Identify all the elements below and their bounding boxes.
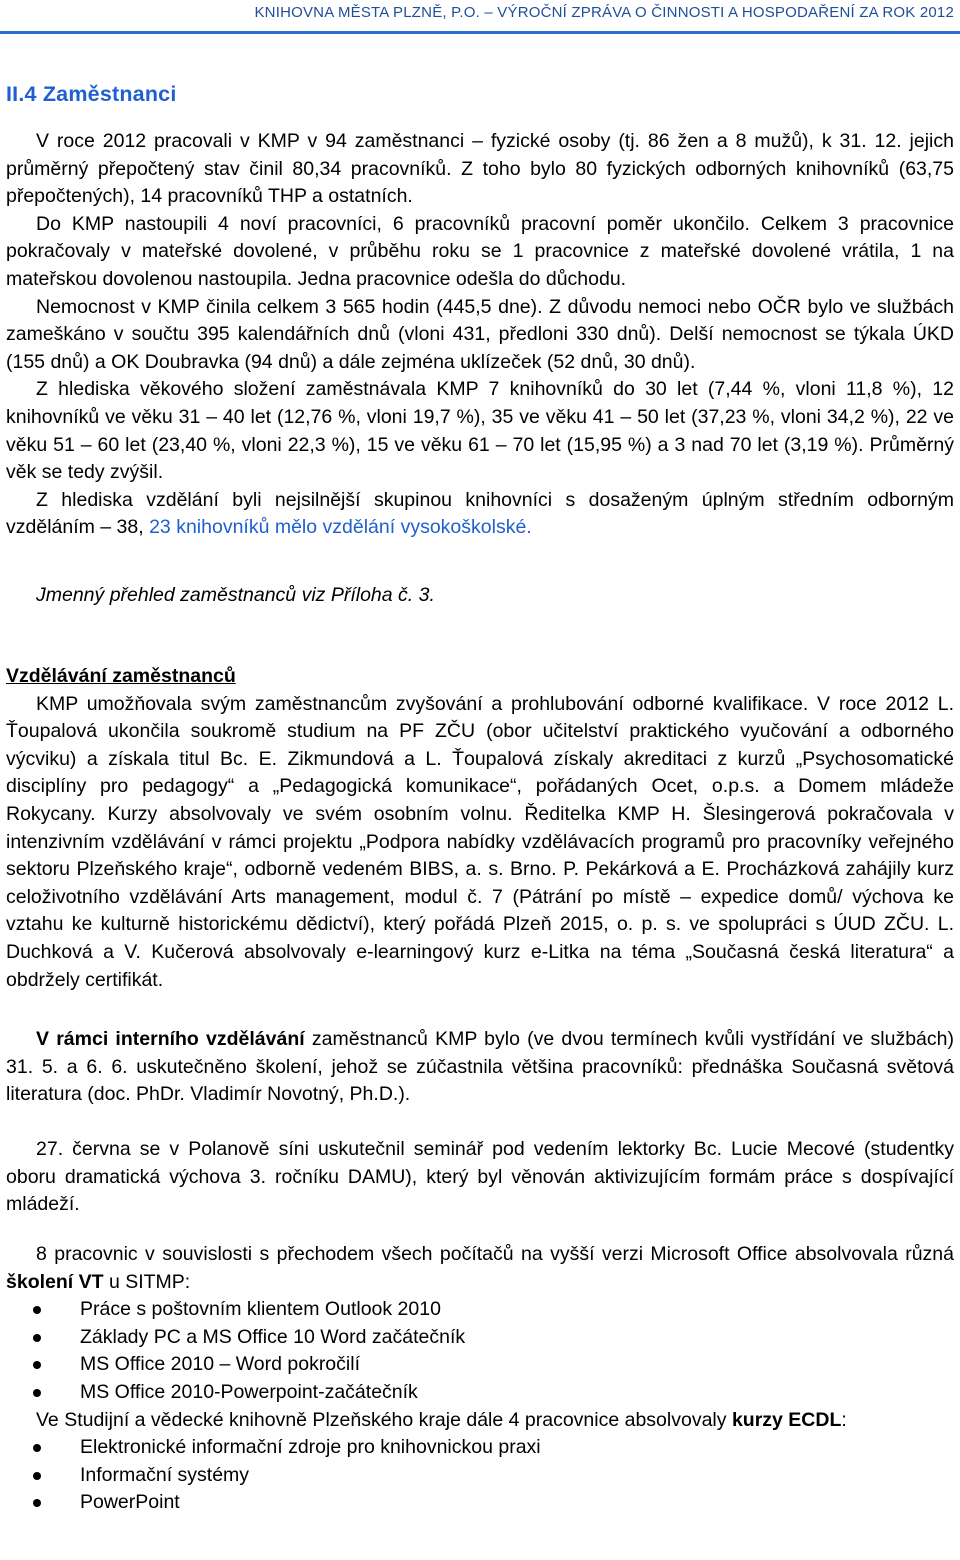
- internal-training-bold: V rámci interního vzdělávání: [36, 1028, 305, 1050]
- paragraph-staff-changes: Do KMP nastoupili 4 noví pracovníci, 6 pracovníků pracovní poměr ukončilo. Celkem 3 pracovnice pokračovaly v mateřské dovolené, v průběhu roku se 1 pracovnice z mateřské dovolené vrátila, 1 na mateřskou dovolenou nastoupila. Jedna pracovnice odešla do důchodu.: [6, 212, 954, 290]
- ecdl-course-list: [6, 1434, 954, 1517]
- paragraph-qualification: KMP umožňovala svým zaměstnancům zvyšování a prohlubování odborné kvalifikace. V roce 2012 L. Ťoupalová ukončila soukromě studium na PF ZČU (obor učitelství praktického vyučování a odborného výcviku) a získala titul Bc. E. Zikmundová a L. Ťoupalová získaly akreditaci z kurzů „Psychosomatické disciplíny pro pedagogy“ a „Pedagogická komunikace“, pořádaných Ocet, o.p.s. a Domem mládeže Rokycany. Kurzy absolvovaly ve svém osobním volnu. Ředitelka KMP H. Šlesingerová pokračovala v intenzivním vzdělávání v rámci projektu „Podpora nabídky vzdělávacích programů pro pracovníky veřejného sektoru Plzeňského kraje“, odborně vedeném BIBS, a. s. Brno. P. Pekárková a E. Procházková zahájily kurz celoživotního vzdělávání Arts management, modul č. 7 (Pátrání po místě – expedice domů/ výchova ke vztahu ke kulturně historickému dědictví), který pořádá Plzeň 2015, o. p. s. ve spolupráci s ÚUD ZČU. L. Duchková a V. Kučerová absolvovaly e-learningový kurz e-Litka na téma „Současná česká literatura“ a obdržely certifikát.: [6, 692, 954, 991]
- education-text-b: 23 knihovníků mělo vzdělání vysokoškolské.: [143, 516, 532, 539]
- list-item: Práce s poštovním klientem Outlook 2010: [6, 1296, 954, 1324]
- list-item: Informační systémy: [6, 1462, 954, 1490]
- header-rule: [0, 31, 960, 34]
- list-item: Elektronické informační zdroje pro knihovnickou praxi: [6, 1434, 954, 1462]
- paragraph-age-structure: Z hlediska věkového složení zaměstnávala KMP 7 knihovníků do 30 let (7,44 %, vloni 11,8 %), 12 knihovníků ve věku 31 – 40 let (12,76 %, vloni 19,7 %), 35 ve věku 41 – 50 let (37,23 %, vloni 34,2 %), 22 ve věku 51 – 60 let (23,40 %, vloni 22,3 %), 15 ve věku 61 – 70 let (15,95 %) a 3 nad 70 let (3,19 %). Průměrný věk se tedy zvýšil.: [6, 378, 954, 484]
- list-item: Základy PC a MS Office 10 Word začátečník: [6, 1324, 954, 1352]
- paragraph-education: [6, 487, 954, 542]
- running-header: KNIHOVNA MĚSTA PLZNĚ, P.O. – VÝROČNÍ ZPRÁVA O ČINNOSTI A HOSPODAŘENÍ ZA ROK 2012: [254, 4, 954, 21]
- paragraph-seminar: 27. června se v Polanově síni uskutečnil seminář pod vedením lektorky Bc. Lucie Mecové (studentky oboru dramatická výchova 3. ročníku DAMU), který byl věnován aktivizujícím formám práce s dospívající mládeží.: [6, 1138, 954, 1216]
- education-text-a: Z hlediska vzdělání byli nejsilnější skupinou knihovníci s dosaženým úplným středním odborným vzděláním – 38,: [6, 488, 954, 539]
- ecdl-bold: kurzy ECDL: [731, 1408, 842, 1431]
- list-item: PowerPoint: [6, 1489, 954, 1517]
- paragraph-it-training: [6, 1241, 954, 1296]
- ecdl-start: Ve Studijní a vědecké knihovně Plzeňského kraje dále 4 pracovnice absolvovaly: [36, 1408, 732, 1431]
- it-training-end: u SITMP:: [103, 1270, 191, 1293]
- paragraph-ecdl: [6, 1407, 954, 1435]
- employees-text: [6, 128, 954, 542]
- it-course-list: [6, 1296, 954, 1406]
- paragraph-staff-count: V roce 2012 pracovali v KMP v 94 zaměstnanci – fyzické osoby (tj. 86 žen a 8 mužů), k 31. 12. jejich průměrný přepočtený stav činil 80,34 pracovníků. Z toho bylo 80 fyzických odborných knihovníků (63,75 přepočtených), 14 pracovníků THP a ostatních.: [6, 130, 954, 208]
- appendix-reference: [6, 582, 954, 610]
- list-item: MS Office 2010-Powerpoint-začátečník: [6, 1379, 954, 1407]
- it-training-bold: školení VT: [6, 1270, 104, 1293]
- seminar: [6, 1136, 954, 1219]
- training-heading: Vzdělávání zaměstnanců: [6, 665, 236, 687]
- it-training: [6, 1241, 954, 1517]
- internal-training-rest: zaměstnanců KMP bylo (ve dvou termínech kvůli vystřídání ve službách) 31. 5. a 6. 6. uskutečněno školení, jehož se zúčastnila většina pracovníků: přednáška Současná světová literatura (doc. PhDr. Vladimír Novotný, Ph.D.).: [6, 1028, 954, 1106]
- paragraph-internal-training: [6, 1026, 954, 1109]
- section-title: II.4 Zaměstnanci: [6, 82, 177, 106]
- it-training-start: 8 pracovnic v souvislosti s přechodem všech počítačů na vyšší verzi Microsoft Office absolvovala různá: [36, 1243, 954, 1265]
- appendix-reference-text: Jmenný přehled zaměstnanců viz Příloha č. 3.: [36, 584, 435, 606]
- internal-training: [6, 1026, 954, 1109]
- list-item: MS Office 2010 – Word pokročilí: [6, 1351, 954, 1379]
- ecdl-end: :: [841, 1408, 847, 1431]
- paragraph-sickness: Nemocnost v KMP činila celkem 3 565 hodin (445,5 dne). Z důvodu nemoci nebo OČR bylo ve službách zameškáno v součtu 395 kalendářních dnů (vloni 431, předloni 330 dnů). Delší nemocnost se týkala ÚKD (155 dnů) a OK Doubravka (94 dnů) a dále zejména uklízeček (52 dnů, 30 dnů).: [6, 295, 954, 373]
- training-section: [6, 663, 954, 994]
